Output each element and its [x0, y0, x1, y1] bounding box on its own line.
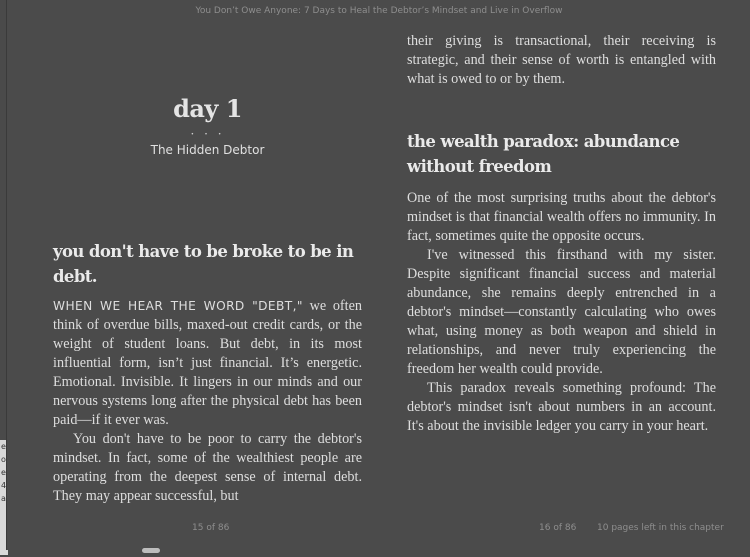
paragraph-lead-caps: WHEN WE HEAR THE WORD "DEBT,"	[53, 299, 303, 313]
book-title: You Don’t Owe Anyone: 7 Days to Heal the Debtor’s Mindset and Live in Overflow	[195, 6, 563, 16]
paragraph	[53, 297, 362, 430]
paragraph: You don't have to be poor to carry the debtor's mindset. In fact, some of the wealthiest people are operating from the deepest sense of internal debt. They may appear successful, but	[53, 431, 362, 504]
background-text-fragment: e	[1, 442, 6, 451]
section-heading: the wealth paradox: abundance without freedom	[407, 132, 680, 176]
background-text-fragment: e	[1, 468, 6, 477]
chapter-header	[53, 94, 362, 157]
chapter-number: day 1	[173, 94, 242, 123]
page-number: 16 of 86	[539, 523, 577, 533]
page-number: 15 of 86	[192, 523, 230, 533]
paragraph: This paradox reveals something profound: The debtor's mindset isn't about numbers in an account. It's about the invisible ledger you carry in your heart.	[407, 380, 716, 434]
chapter-ornament: · · ·	[190, 127, 225, 141]
section-heading: you don't have to be broke to be in debt.	[53, 242, 354, 286]
background-text-fragment: a	[1, 494, 6, 503]
background-text-fragment: 4	[1, 481, 7, 490]
scroll-indicator[interactable]	[142, 548, 160, 553]
background-text-fragment: o	[1, 455, 6, 464]
paragraph-text: we often think of overdue bills, maxed-out credit cards, or the weight of student loans. But debt, in its most influential form, isn’t just financial. It’s energetic. Emotional. Invisible. It lingers in our minds and our nervous systems long after the physical debt has been paid—if it ever was.	[53, 298, 362, 428]
paragraph: One of the most surprising truths about the debtor's mindset is that financial wealth offers no immunity. In fact, sometimes quite the opposite occurs.	[407, 190, 716, 244]
paragraph: their giving is transactional, their receiving is strategic, and their sense of worth is entangled with what is owed to or by them.	[407, 33, 716, 87]
paragraph: I've witnessed this firsthand with my sister. Despite significant financial success and material abundance, she remains deeply entrenched in a debtor's mindset—constantly calculating who owes what, using money as both weapon and shield in relationships, and never truly experiencing the freedom her wealth could provide.	[407, 247, 716, 377]
book-reader-window	[6, 0, 750, 550]
chapter-subtitle: The Hidden Debtor	[150, 143, 265, 157]
pages-left-in-chapter: 10 pages left in this chapter	[597, 523, 724, 533]
